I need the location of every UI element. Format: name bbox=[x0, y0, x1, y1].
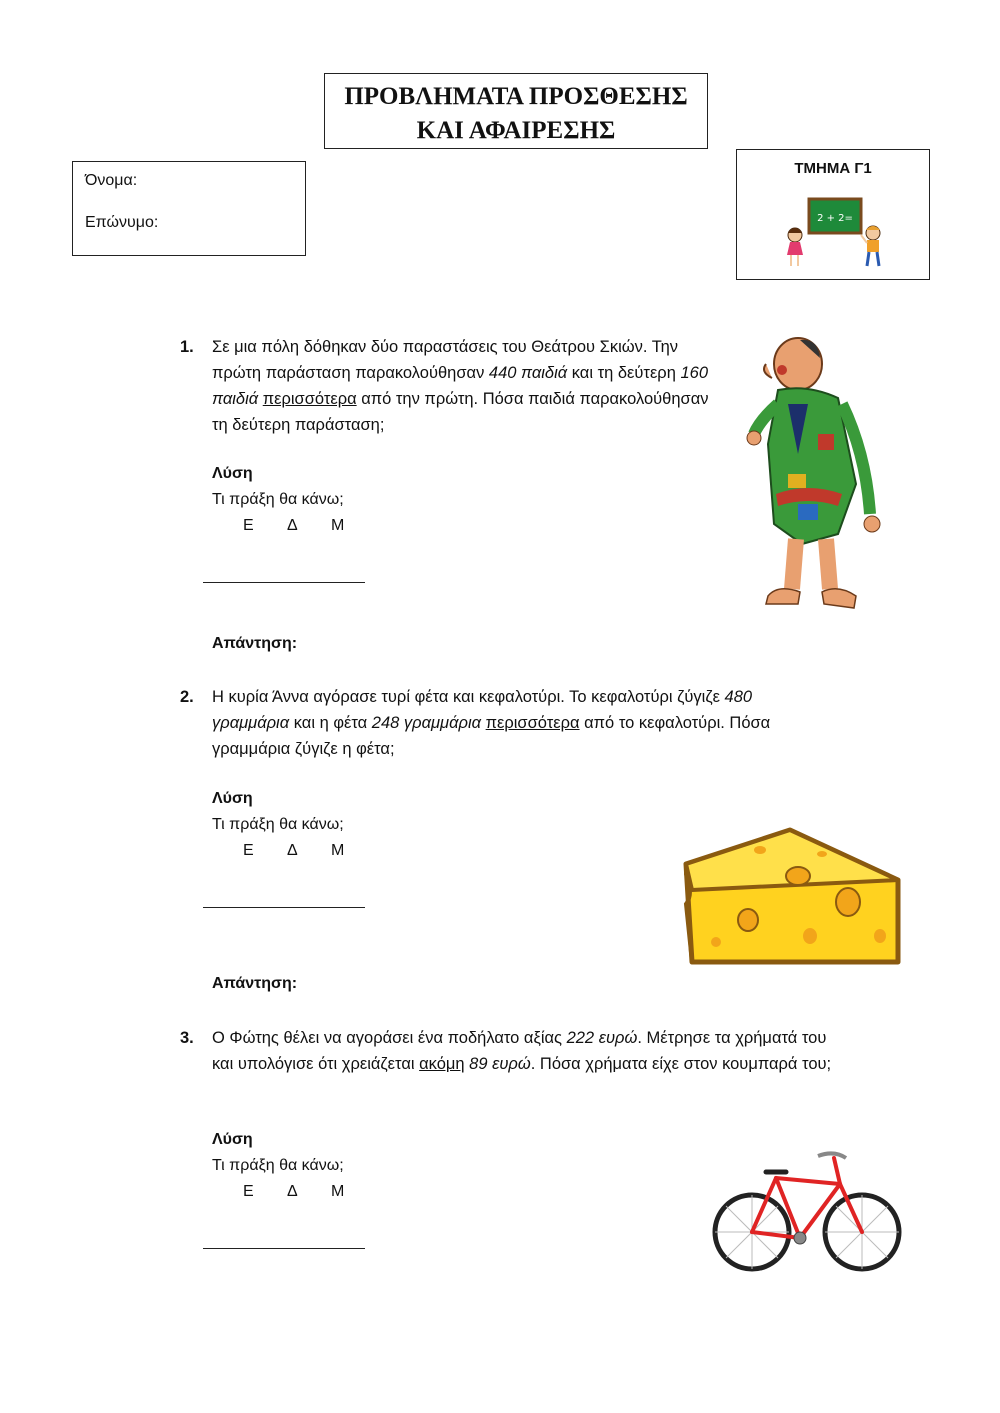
op-m-1[interactable]: Μ bbox=[331, 517, 345, 534]
op-e-1[interactable]: Ε bbox=[243, 517, 254, 534]
name-label: Όνομα: bbox=[85, 172, 138, 189]
surname-label: Επώνυμο: bbox=[85, 214, 159, 231]
prompt-3: Τι πράξη θα κάνω; bbox=[212, 1157, 344, 1174]
op-d-3[interactable]: Δ bbox=[287, 1183, 298, 1200]
title-line-2: ΚΑΙ ΑΦΑΙΡΕΣΗΣ bbox=[416, 117, 616, 144]
class-label: ΤΜΗΜΑ Γ1 bbox=[794, 160, 872, 177]
worksheet-title bbox=[324, 73, 708, 149]
blackboard-text: 2 + 2= bbox=[817, 213, 853, 224]
problem-3-number: 3. bbox=[180, 1029, 194, 1047]
prompt-2: Τι πράξη θα κάνω; bbox=[212, 816, 344, 833]
op-e-3[interactable]: Ε bbox=[243, 1183, 254, 1200]
problem-1-number: 1. bbox=[180, 338, 194, 356]
solution-label-1: Λύση bbox=[212, 465, 253, 482]
answer-line-2[interactable] bbox=[203, 907, 365, 908]
solution-label-3: Λύση bbox=[212, 1131, 253, 1148]
class-box bbox=[736, 149, 930, 280]
op-m-2[interactable]: Μ bbox=[331, 842, 345, 859]
cheese-wedge bbox=[680, 824, 904, 968]
op-d-1[interactable]: Δ bbox=[287, 517, 298, 534]
student-name-box bbox=[72, 161, 306, 256]
problem-2-number: 2. bbox=[180, 688, 194, 706]
problem-1-text: Σε μια πόλη δόθηκαν δύο παραστάσεις του Θεάτρου Σκιών. Την πρώτη παράσταση παρακολούθησαν 440 παιδιά και τη δεύτερη 160 παιδιά περισσότερα από την πρώτη. Πόσα παιδιά παρακολούθησαν τη δεύτερη παράσταση; bbox=[212, 338, 709, 434]
kids-blackboard-illustration bbox=[781, 195, 889, 269]
answer-label-2: Απάντηση: bbox=[212, 975, 298, 992]
solution-label-2: Λύση bbox=[212, 790, 253, 807]
problem-2-text: Η κυρία Άννα αγόρασε τυρί φέτα και κεφαλοτύρι. Το κεφαλοτύρι ζύγιζε 480 γραμμάρια και η φέτα 248 γραμμάρια περισσότερα από το κεφαλοτύρι. Πόσα γραμμάρια ζύγιζε η φέτα; bbox=[212, 688, 771, 758]
answer-line-3[interactable] bbox=[203, 1248, 365, 1249]
answer-line-1[interactable] bbox=[203, 582, 365, 583]
problem-3 bbox=[180, 1025, 840, 1077]
op-d-2[interactable]: Δ bbox=[287, 842, 298, 859]
answer-label-1: Απάντηση: bbox=[212, 635, 298, 652]
prompt-1: Τι πράξη θα κάνω; bbox=[212, 491, 344, 508]
title-line-1: ΠΡΟΒΛΗΜΑΤΑ ΠΡΟΣΘΕΣΗΣ bbox=[344, 83, 688, 110]
problem-2 bbox=[180, 684, 840, 762]
op-m-3[interactable]: Μ bbox=[331, 1183, 345, 1200]
problem-3-text: Ο Φώτης θέλει να αγοράσει ένα ποδήλατο αξίας 222 ευρώ. Μέτρησε τα χρήματά του και υπολόγισε ότι χρειάζεται ακόμη 89 ευρώ. Πόσα χρήματα είχε στον κουμπαρά του; bbox=[212, 1029, 832, 1073]
karagiozis-figure bbox=[738, 334, 888, 614]
red-bicycle bbox=[710, 1148, 906, 1278]
op-e-2[interactable]: Ε bbox=[243, 842, 254, 859]
